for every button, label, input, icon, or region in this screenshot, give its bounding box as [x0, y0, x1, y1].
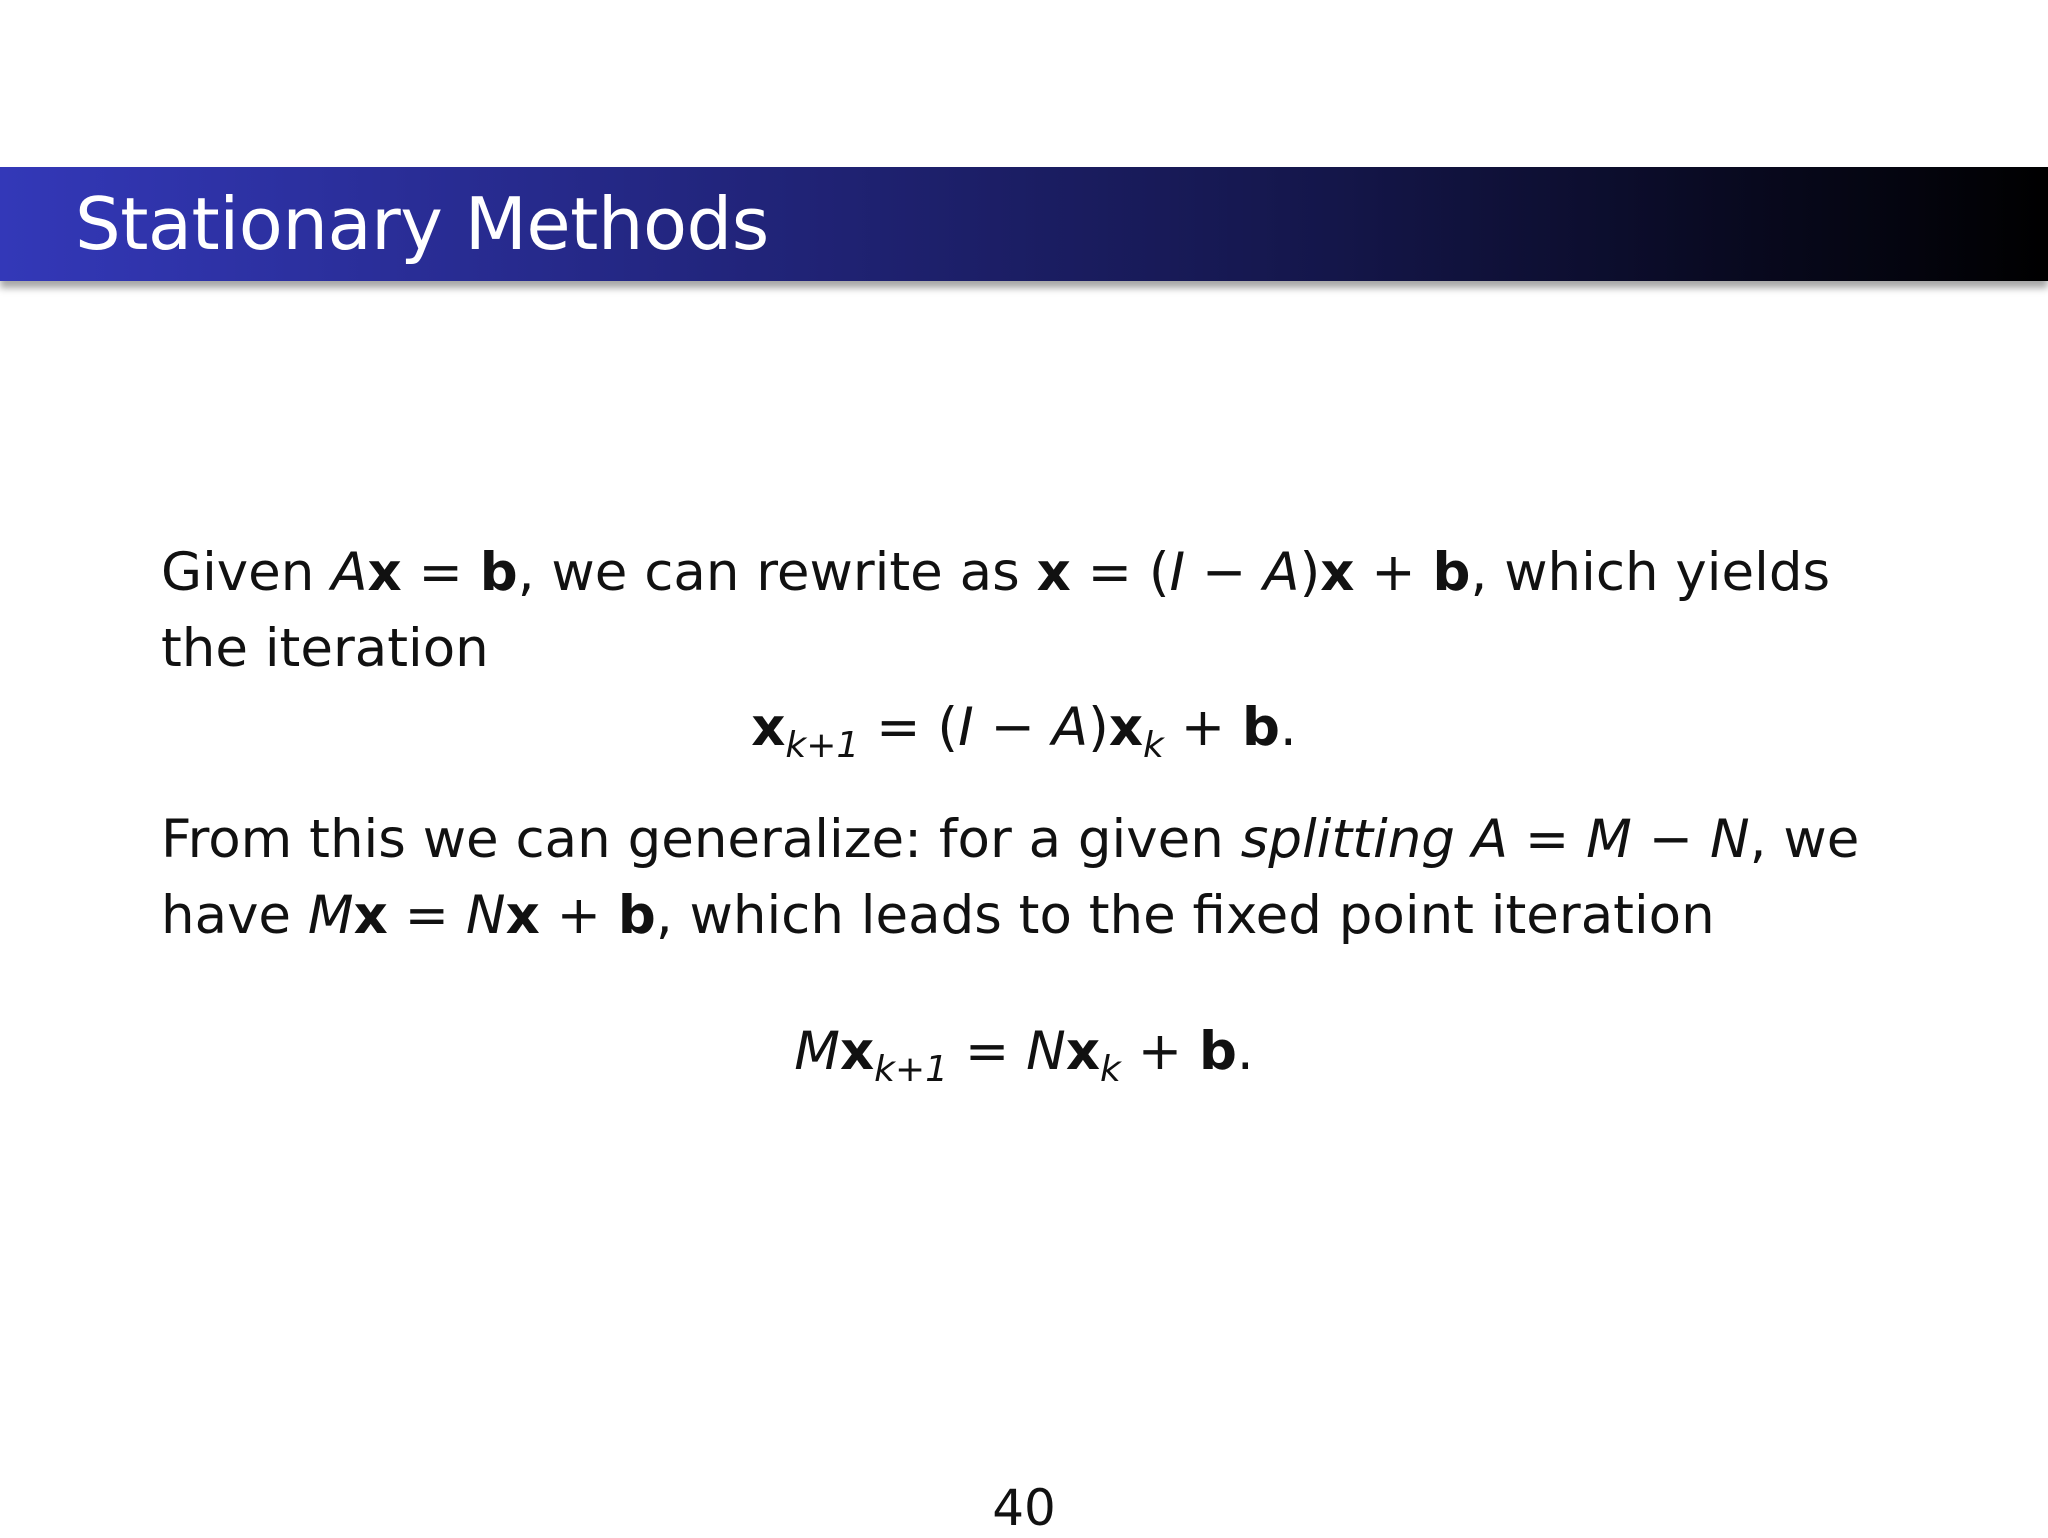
paragraph-2-line-1: From this we can generalize: for a given splitting A = M − N, we [161, 809, 1860, 870]
paragraph-1-line-2: the iteration [161, 618, 489, 679]
paragraph-2-line-2: have Mx = Nx + b, which leads to the fixed point iteration [161, 885, 1715, 946]
paragraph-1-line-1: Given Ax = b, we can rewrite as x = (I − A)x + b, which yields [161, 542, 1831, 603]
page-number: 40 [992, 1479, 1056, 1537]
equation-2: $Mx_{k+1} = Nx_k + b$. [794, 1021, 1254, 1090]
slide-title: Stationary Methods [75, 182, 769, 266]
title-bar [0, 167, 2048, 281]
emphasis-splitting: splitting [1240, 809, 1455, 870]
equation-1: $x_{k+1} = (I - A)x_k + b$. [751, 697, 1297, 766]
